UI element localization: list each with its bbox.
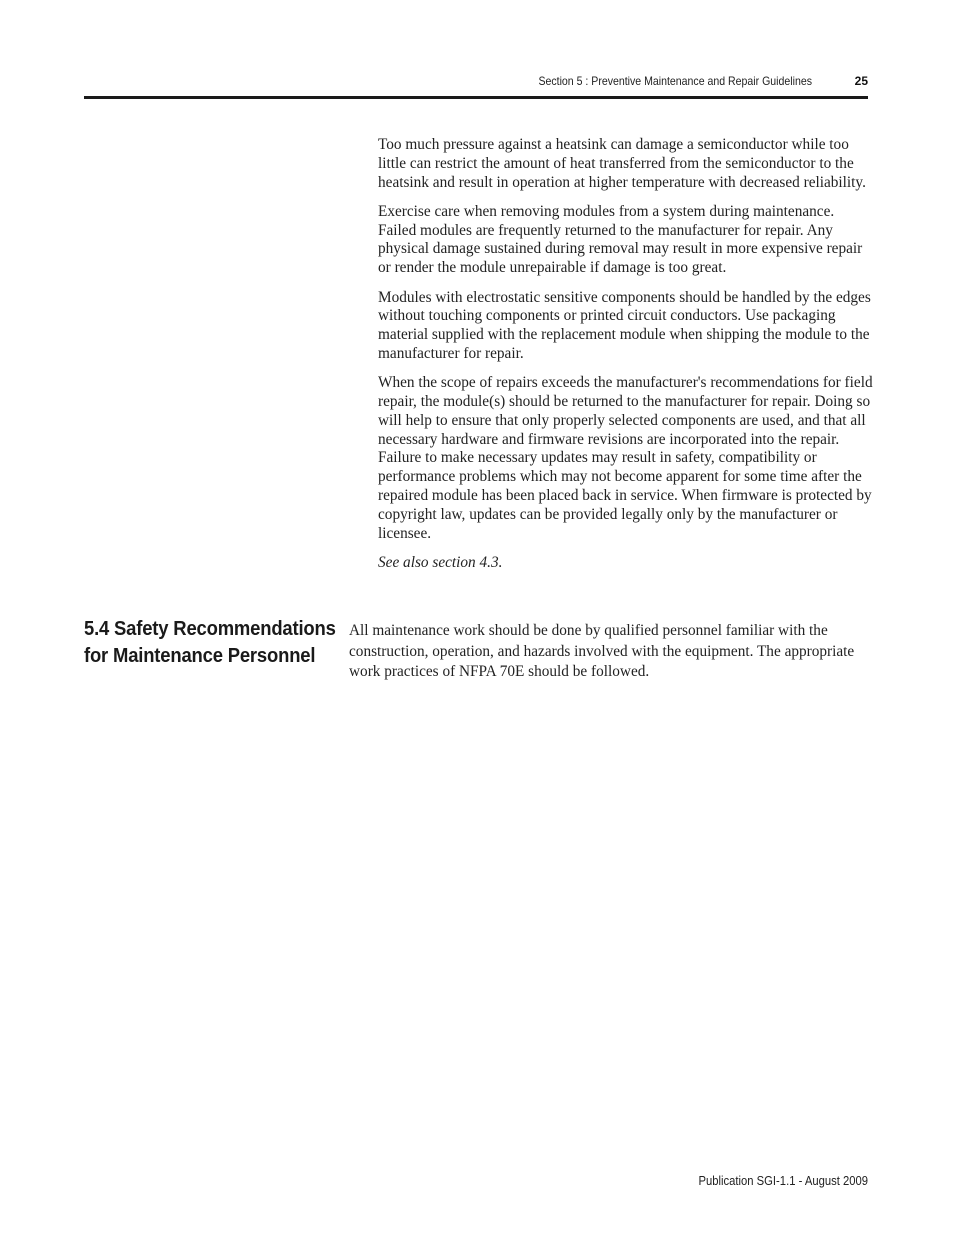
running-header-title: Section 5 : Preventive Maintenance and Repair Guidelines bbox=[538, 74, 812, 88]
see-also-note: See also section 4.3. bbox=[378, 553, 503, 571]
publication-footer: Publication SGI-1.1 - August 2009 bbox=[698, 1174, 868, 1188]
page-number: 25 bbox=[854, 74, 868, 88]
paragraph-heatsink-pressure: Too much pressure against a heatsink can damage a semiconductor while too little can restrict the amount of heat transferred from the semiconductor to the heatsink and result in operation at higher temperature with decreased reliability. bbox=[378, 136, 866, 191]
body-text-column bbox=[378, 136, 874, 583]
section-heading-5-4: 5.4 Safety Recommendations for Maintenance Personnel bbox=[84, 617, 336, 667]
paragraph-qualified-personnel: All maintenance work should be done by qualified personnel familiar with the construction, operation, and hazards involved with the equipment. The appropriate work practices of NFPA 70E should be followed. bbox=[349, 622, 855, 680]
section-5-4-body bbox=[349, 621, 874, 683]
paragraph-electrostatic: Modules with electrostatic sensitive components should be handled by the edges without touching components or printed circuit conductors. Use packaging material supplied with the replacement module when shipping the module to the manufacturer for repair. bbox=[378, 288, 871, 362]
paragraph-module-removal: Exercise care when removing modules from a system during maintenance. Failed modules are frequently returned to the manufacturer for repair. Any physical damage sustained during removal may result in more expensive repair or render the module unrepairable if damage is too great. bbox=[378, 202, 863, 277]
paragraph-field-repair: When the scope of repairs exceeds the manufacturer's recommendations for field repair, the module(s) should be returned to the manufacturer for repair. Doing so will help to ensure that only properly selected components are used, and that all necessary hardware and firmware revisions are incorporated into the repair. Failure to make necessary updates may result in safety, compatibility or performance problems which may not become apparent for some time after the repaired module has been placed back in service. When firmware is protected by copyright law, updates can be provided legally only by the manufacturer or licensee. bbox=[378, 374, 873, 542]
header-rule bbox=[84, 96, 868, 99]
